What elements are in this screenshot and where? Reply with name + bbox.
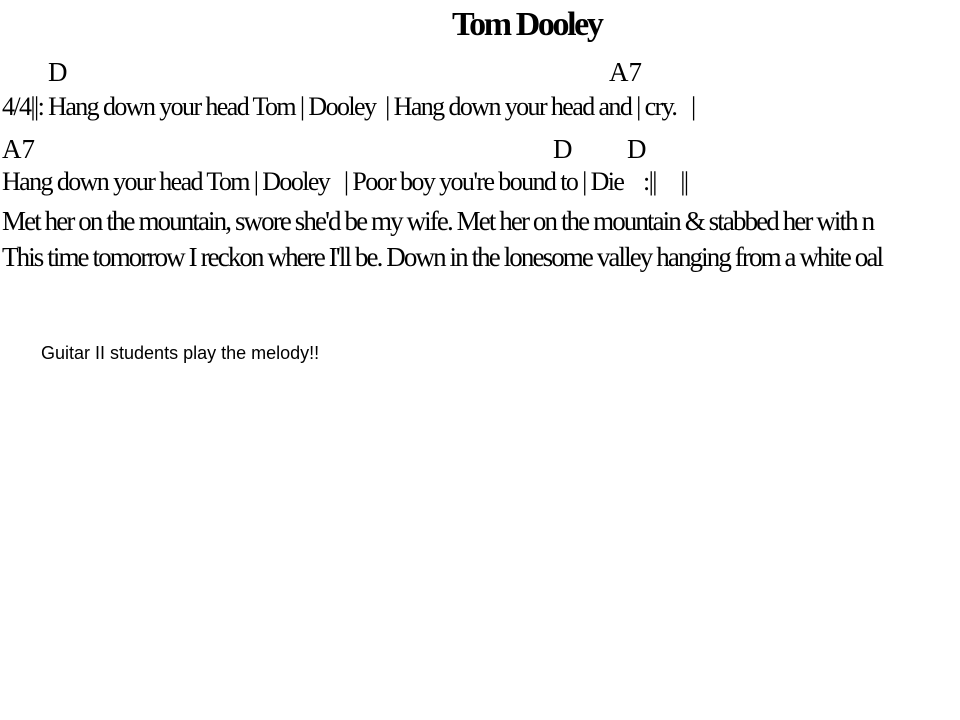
verse-line-1: Met her on the mountain, swore she'd be my wife. Met her on the mountain & stabbed her with n: [2, 206, 874, 236]
chord-d: D: [553, 134, 573, 164]
song-title: Tom Dooley: [452, 6, 602, 43]
chord-d: D: [627, 134, 647, 164]
chord-a7: A7: [609, 57, 642, 87]
lyric-line-2: Hang down your head Tom | Dooley | Poor boy you're bound to | Die :|| ||: [2, 167, 688, 196]
verse-line-2: This time tomorrow I reckon where I'll be. Down in the lonesome valley hanging from a white oal: [2, 242, 883, 272]
lyric-line-1: 4/4||: Hang down your head Tom | Dooley | Hang down your head and | cry. |: [2, 92, 695, 121]
chord-d: D: [48, 57, 68, 87]
chord-a7: A7: [2, 134, 35, 164]
guitar-note: Guitar II students play the melody!!: [41, 343, 320, 363]
